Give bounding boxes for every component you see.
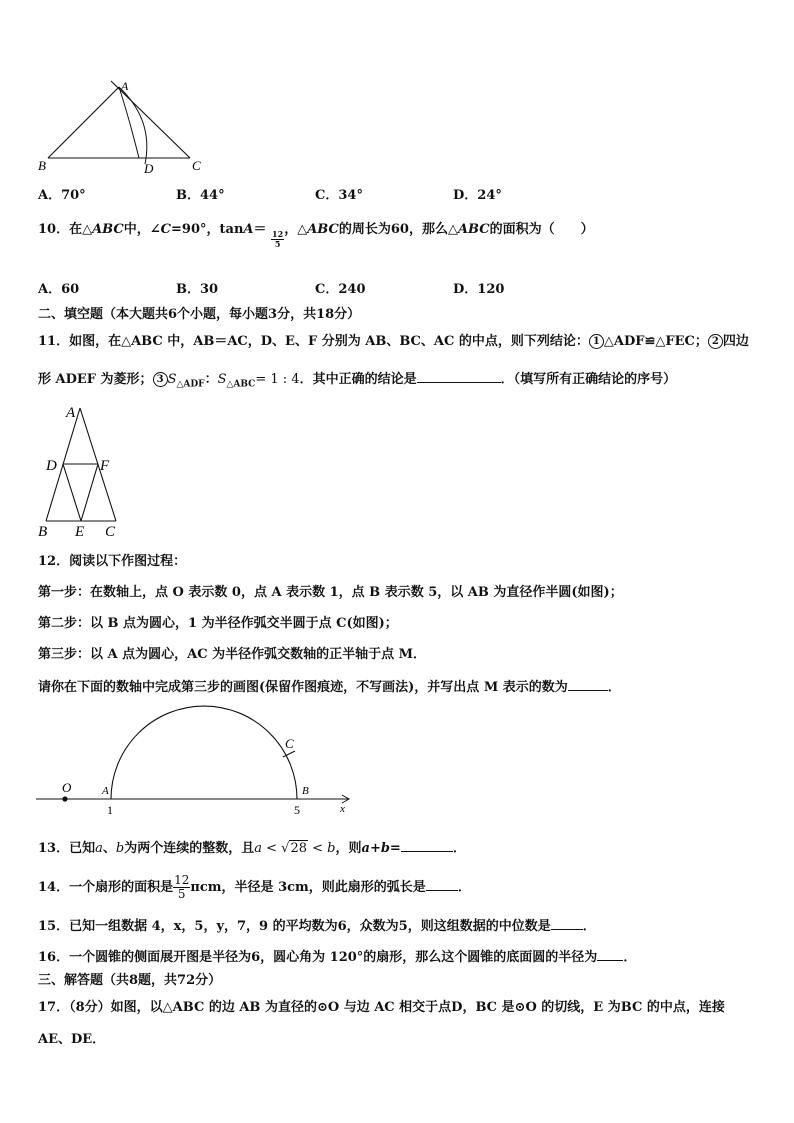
label-x: x [340, 803, 345, 815]
label-d: D [144, 161, 154, 176]
arc-bd [119, 87, 147, 164]
label-b: B [38, 158, 46, 173]
question-11-line2: 形 ADEF 为菱形； 3 $S_{\triangle ADF}$：$S_{\triangle ABC}= 1$ : 4．其中正确的结论是 ．（填写所有正确结论的序号） [38, 372, 677, 390]
question-17-line1: 17．（8分）如图，以△ABC 的边 AB 为直径的⊙O 与边 AC 相交于点D，BC 是⊙O 的切线，E 为BC 的中点，连接 [38, 1000, 725, 1015]
question-12-title: 12．阅读以下作图过程： [38, 554, 187, 569]
tick-label-1: 1 [107, 803, 113, 817]
question-17-line2: AE、DE． [38, 1032, 106, 1047]
label-a: A [66, 405, 76, 421]
q9-option-a: A．70° [38, 188, 86, 203]
section-3-heading: 三、解答题（共8题，共72分） [38, 973, 222, 988]
question-16: 16．一个圆锥的侧面展开图是半径为6，圆心角为 120°的扇形，那么这个圆锥的底面圆的半径为 ． [38, 950, 637, 965]
q13-answer-blank[interactable] [401, 839, 453, 852]
section-2-heading: 二、填空题（本大题共6个小题，每小题3分，共18分） [38, 307, 361, 322]
question-12-ask: 请你在下面的数轴中完成第三步的画图(保留作图痕迹，不写画法)，并写出点 M 表示的数为 ． [38, 680, 621, 695]
question-12-step1: 第一步：在数轴上，点 O 表示数 0，点 A 表示数 1，点 B 表示数 5，以 AB 为直径作半圆(如图)； [38, 585, 623, 600]
label-c: C [105, 524, 116, 540]
label-b: B [302, 785, 309, 797]
radicand: 28 [290, 841, 307, 856]
q10-fraction: $\frac{12}{5}$ [272, 229, 284, 249]
q10-option-c: C．240 [315, 282, 366, 297]
point-o [62, 796, 67, 801]
q11-answer-blank[interactable] [417, 370, 501, 383]
q10-option-b: B．30 [176, 282, 219, 297]
segment-ab [48, 87, 119, 158]
question-10: 10．在△ABC中，∠C=90°，tanA＝ $\frac{12}{5}$ ，△ABC的周长为60，那么△ABC的面积为（ ） [38, 222, 594, 249]
label-b: B [38, 524, 48, 540]
label-c: C [192, 158, 201, 173]
label-d: D [46, 458, 57, 474]
tick-label-5: 5 [294, 803, 300, 817]
label-e: E [75, 524, 85, 540]
question-13: 13．已知a、b为两个连续的整数，且a < √28 < b，则a+b= ． [38, 841, 466, 856]
question-12-step3: 第三步：以 A 点为圆心，AC 为半径作弧交数轴的正半轴于点 M． [38, 647, 427, 662]
q10-option-a: A．60 [38, 282, 80, 297]
q9-option-c: C．34° [315, 188, 363, 203]
q9-option-d: D．24° [453, 188, 502, 203]
semicircle [111, 706, 297, 799]
q12-numberline-figure [30, 700, 370, 820]
q12-answer-blank[interactable] [568, 678, 608, 691]
question-14: 14．一个扇形的面积是 $\frac{12}{5}$ πcm，半径是 3cm，则此扇形的弧长是 ． [38, 873, 471, 901]
segment-de [63, 464, 81, 521]
q10-option-d: D．120 [453, 282, 505, 297]
q11-triangle-figure [32, 400, 142, 540]
q14-fraction: $\frac{12}{5}$ [174, 873, 190, 901]
label-o: O [62, 780, 72, 795]
question-12-step2: 第二步：以 B 点为圆心，1 为半径作弧交半圆于点 C(如图)； [38, 616, 398, 631]
segment-fe [81, 464, 98, 521]
label-a: A [102, 785, 109, 797]
label-c: C [285, 736, 294, 751]
q9-triangle-figure [30, 78, 220, 178]
label-f: F [100, 458, 110, 474]
question-15: 15．已知一组数据 4，x，5，y，7，9 的平均数为6，众数为5，则这组数据的中位数是 ． [38, 919, 596, 934]
label-a: A [121, 79, 129, 93]
q14-answer-blank[interactable] [426, 878, 458, 891]
question-11-line1: 11．如图，在△ABC 中，AB＝AC，D、E、F 分别为 AB、BC、AC 的中点，则下列结论： 1 △ADF≌△FEC； 2 四边 [38, 334, 749, 349]
q16-answer-blank[interactable] [597, 948, 623, 961]
q15-answer-blank[interactable] [551, 917, 583, 930]
q9-option-b: B．44° [176, 188, 225, 203]
